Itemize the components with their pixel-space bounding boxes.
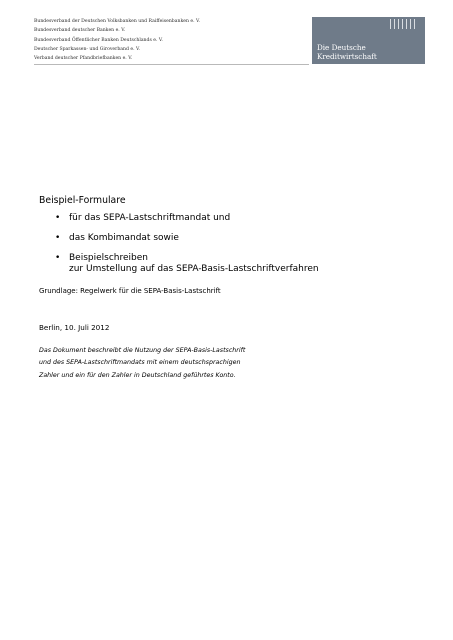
- letterhead: [34, 17, 425, 64]
- association-name: Verband deutscher Pfandbriefbanken e. V.: [34, 56, 133, 62]
- bullet-list: [52, 213, 319, 284]
- description-line: und des SEPA-Lastschriftmandats mit einem deutschsprachigen: [39, 359, 241, 367]
- document-description: [39, 345, 245, 382]
- description-line: Zahler und ein für den Zahler in Deutschland geführtes Konto.: [39, 371, 236, 379]
- association-name: Deutscher Sparkassen- und Giroverband e. V.: [34, 46, 140, 52]
- bullet-icon: •: [55, 213, 61, 223]
- bullet-text-continuation: zur Umstellung auf das SEPA-Basis-Lastschriftverfahren: [69, 264, 319, 275]
- logo-line-2: Kreditwirtschaft: [317, 52, 377, 61]
- bullet-item: [52, 233, 319, 244]
- bullet-text: das Kombimandat sowie: [69, 233, 179, 243]
- bullet-text: für das SEPA-Lastschriftmandat und: [69, 213, 231, 223]
- dk-logo: [312, 17, 425, 64]
- logo-bars-icon: [390, 19, 415, 29]
- association-name: Bundesverband Öffentlicher Banken Deutschlands e. V.: [34, 37, 163, 43]
- association-name: Bundesverband deutscher Banken e. V.: [34, 28, 126, 34]
- bullet-item: [52, 253, 319, 276]
- bullet-icon: •: [55, 233, 61, 243]
- logo-line-1: Die Deutsche: [317, 43, 366, 52]
- bullet-text: Beispielschreiben: [69, 253, 148, 263]
- description-line: Das Dokument beschreibt die Nutzung der SEPA-Basis-Lastschrift: [39, 347, 246, 354]
- association-list: [34, 17, 309, 65]
- document-title: Beispiel-Formulare: [39, 195, 126, 206]
- bullet-item: [52, 213, 319, 224]
- bullet-icon: •: [55, 253, 61, 263]
- basis-note: Grundlage: Regelwerk für die SEPA-Basis-Lastschrift: [39, 287, 221, 295]
- logo-text: [317, 43, 377, 61]
- document-date: Berlin, 10. Juli 2012: [39, 323, 110, 332]
- association-name: Bundesverband der Deutschen Volksbanken und Raiffeisenbanken e. V.: [34, 19, 200, 24]
